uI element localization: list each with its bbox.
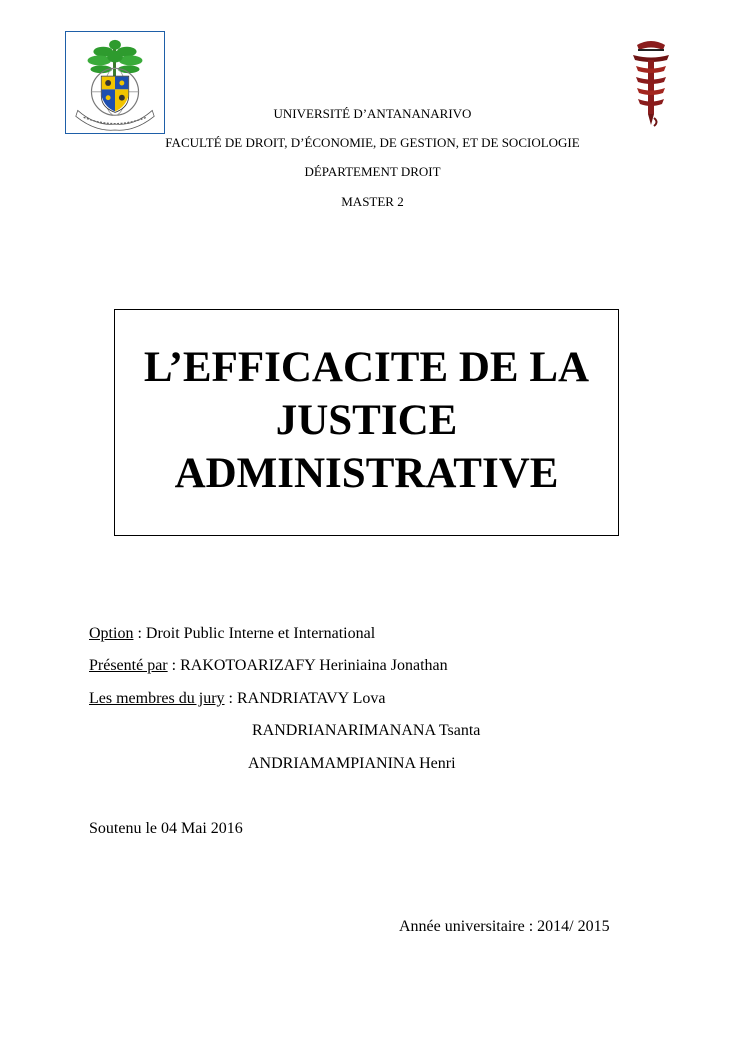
option-line xyxy=(89,624,375,643)
thesis-title-box xyxy=(114,309,619,536)
presented-value: RAKOTOARIZAFY Heriniaina Jonathan xyxy=(180,657,448,674)
jury-separator: : xyxy=(224,690,237,707)
university-name: UNIVERSITÉ D’ANTANANARIVO xyxy=(273,106,472,121)
jury-label: Les membres du jury xyxy=(89,690,225,707)
presented-separator: : xyxy=(167,657,181,674)
jury-member-2: RANDRIANARIMANANA Tsanta xyxy=(252,722,481,739)
defense-date: Soutenu le 04 Mai 2016 xyxy=(89,820,243,837)
title-line-1: L’EFFICACITE DE LA xyxy=(143,344,590,391)
jury-member-1: RANDRIATAVY Lova xyxy=(236,690,386,707)
academic-year: Année universitaire : 2014/ 2015 xyxy=(399,918,610,935)
option-separator: : xyxy=(133,625,146,642)
degree-level: MASTER 2 xyxy=(341,194,404,209)
title-line-3: ADMINISTRATIVE xyxy=(174,450,559,497)
option-value: Droit Public Interne et International xyxy=(145,625,376,642)
thesis-title xyxy=(115,341,618,500)
jury-member-3: ANDRIAMAMPIANINA Henri xyxy=(248,755,456,772)
title-line-2: JUSTICE xyxy=(275,397,458,444)
presented-label: Présenté par xyxy=(89,657,168,674)
faculty-name: FACULTÉ DE DROIT, D’ÉCONOMIE, DE GESTION, ET DE SOCIOLOGIE xyxy=(165,135,580,150)
option-label: Option xyxy=(89,625,134,642)
department-name: DÉPARTEMENT DROIT xyxy=(304,164,441,179)
presented-by-line xyxy=(89,656,448,675)
jury-line xyxy=(89,689,385,708)
